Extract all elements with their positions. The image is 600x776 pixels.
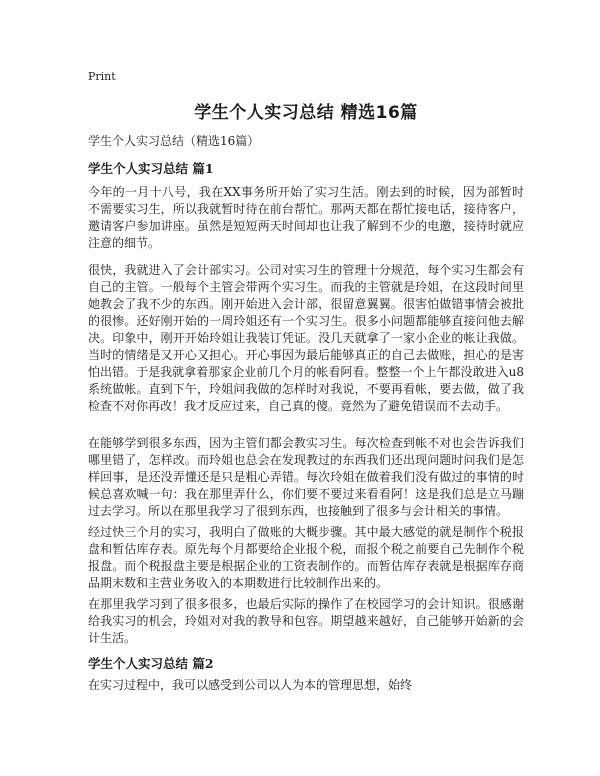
paragraph: 在能够学到很多东西，因为主管们都会教实习生。每次检查到帐不对也会告诉我们哪里错了，怎样改。而玲姐也总会在发现教过的东西我们还出现问题时问我们是怎样回事，是还没弄懂还是只是粗心弄错。每次玲姐在做着我们没有做过的事情的时候总喜欢喊一句：我在那里弄什么，你们要不要过来看看阿！这是我们总是立马蹦过去学习。所以在那里我学习了很到东西，也接触到了很多与会计相关的事情。: [88, 436, 524, 518]
paragraph: 经过快三个月的实习，我明白了做账的大概步骤。其中最大感觉的就是制作个税报盘和暂估库存表。原先每个月都要给企业报个税，而报个税之前要自己先制作个税报盘。而个税报盘主要是根据企业的工资表制作的。而暂估库存表就是根据库存商品期末数和主营业务收入的本期数进行比较制作出来的。: [88, 525, 524, 590]
paragraph: 很快，我就进入了会计部实习。公司对实习生的管理十分规范，每个实习生都会有自己的主管。一般每个主管会带两个实习生。而我的主管就是玲姐，在这段时间里她教会了我不少的东西。刚开始进入会计部，很留意翼翼。很害怕做错事情会被批的很惨。还好刚开始的一周玲姐还有一个实习生。很多小问题都能够直接问他去解决。印象中，刚开开始玲姐让我装订凭证。没几天就拿了一家小企业的帐让我做。当时的情绪是又开心又担心。开心事因为最后能够真正的自己去做账，担心的是害怕出错。于是我就拿着那家企业前几个月的帐看阿看。整整一个上午都没敢进入u8系统做帐。直到下午，玲姐问我做的怎样时对我说，不要再看帐，要去做，做了我检查不对你再改！我才反应过来，自己真的傻。竟然为了避免错误而不去动手。: [88, 263, 524, 413]
section-heading: 学生个人实习总结 篇2: [88, 656, 214, 671]
print-label[interactable]: Print: [88, 70, 116, 83]
document-title: 学生个人实习总结 精选16篇: [194, 103, 418, 123]
paragraph: 今年的一月十八号，我在XX事务所开始了实习生活。刚去到的时候，因为部暂时不需要实习生，所以我就暂时待在前台帮忙。那两天都在帮忙接电话，接待客户，邀请客户参加讲座。虽然是短短两天时间却也让我了解到不少的电邀，接待时就应注意的细节。: [88, 185, 524, 250]
paragraph: 在那里我学习到了很多很多，也最后实际的操作了在校园学习的会计知识。很感谢给我实习的机会，玲姐对对我的教导和包容。期望越来越好，自己能够开始新的会计生活。: [88, 597, 524, 645]
document-subtitle: 学生个人实习总结（精选16篇）: [88, 134, 260, 148]
paragraph: 在实习过程中，我可以感受到公司以人为本的管理思想，始终: [88, 678, 413, 692]
section-heading: 学生个人实习总结 篇1: [88, 161, 214, 176]
